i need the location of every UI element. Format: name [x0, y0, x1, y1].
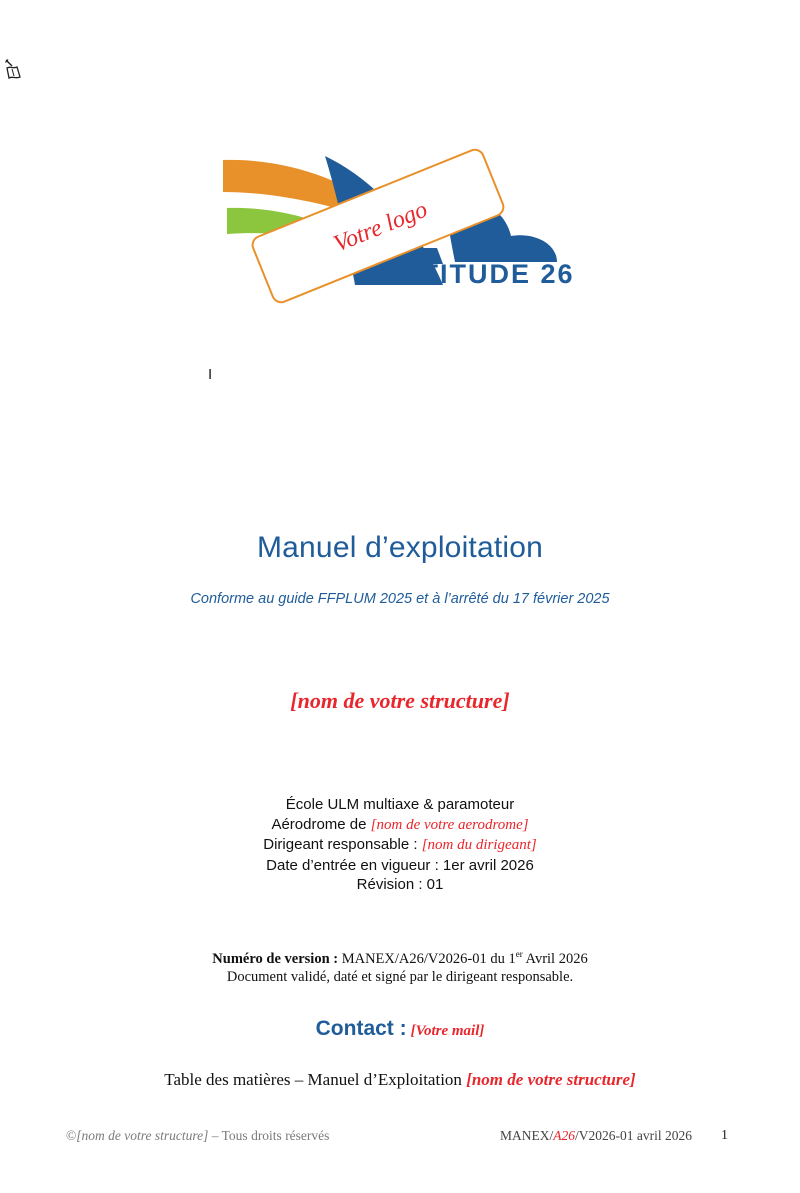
version-block: [0, 945, 800, 986]
footer-structure: [nom de votre structure]: [76, 1128, 209, 1143]
version-value-before: MANEX/A26/V2026-01 du 1: [338, 950, 516, 967]
version-line: [0, 945, 800, 968]
aerodrome-value: [nom de votre aerodrome]: [370, 816, 529, 833]
contact-line: [0, 1017, 800, 1041]
toc-heading: [0, 1070, 800, 1090]
svg-text:LTITUDE 26: LTITUDE 26: [405, 259, 575, 289]
page-title: Manuel d’exploitation: [256, 531, 544, 564]
version-label: Numéro de version :: [212, 950, 339, 967]
organization-logo: [205, 140, 605, 325]
version-note: Document validé, daté et signé par le dirigeant responsable.: [226, 968, 574, 985]
footer-copyright: [66, 1128, 329, 1144]
page-subtitle: Conforme au guide FFPLUM 2025 et à l’arrêté du 17 février 2025: [190, 591, 610, 607]
footer-ref-code: A26: [553, 1128, 575, 1143]
toc-prefix: Table des matières – Manuel d’Exploitation: [164, 1070, 467, 1089]
text-caret: I: [208, 366, 213, 383]
identity-line-school: École ULM multiaxe & paramoteur: [285, 796, 515, 813]
page-footer: [0, 1128, 800, 1158]
copyright-symbol: ©: [66, 1128, 77, 1143]
version-value-after: Avril 2026: [522, 950, 588, 967]
toc-structure: [nom de votre structure]: [466, 1070, 636, 1089]
manager-label: Dirigeant responsable :: [263, 836, 422, 853]
aerodrome-label: Aérodrome de: [271, 815, 371, 833]
contact-label: Contact :: [315, 1017, 407, 1040]
footer-reference: [500, 1128, 692, 1144]
logo-placeholder-text: Votre logo: [330, 196, 432, 258]
identity-line-aerodrome: [0, 815, 800, 836]
identity-block: [0, 795, 800, 895]
identity-line-revision: Révision : 01: [356, 876, 444, 893]
version-sup: er: [515, 949, 523, 959]
structure-name: [nom de votre structure]: [290, 688, 510, 713]
pen-cursor-icon: [4, 58, 26, 84]
identity-line-effective-date: Date d’entrée en vigueur : 1er avril 2026: [266, 856, 534, 874]
footer-rights: – Tous droits réservés: [208, 1128, 330, 1143]
footer-ref-suffix: /V2026-01 avril 2026: [575, 1128, 692, 1143]
identity-line-manager: [0, 835, 800, 856]
footer-ref-prefix: MANEX/: [500, 1128, 554, 1143]
page-number: 1: [721, 1128, 728, 1143]
contact-value[interactable]: [Votre mail]: [410, 1023, 485, 1039]
manager-value: [nom du dirigeant]: [421, 837, 537, 853]
